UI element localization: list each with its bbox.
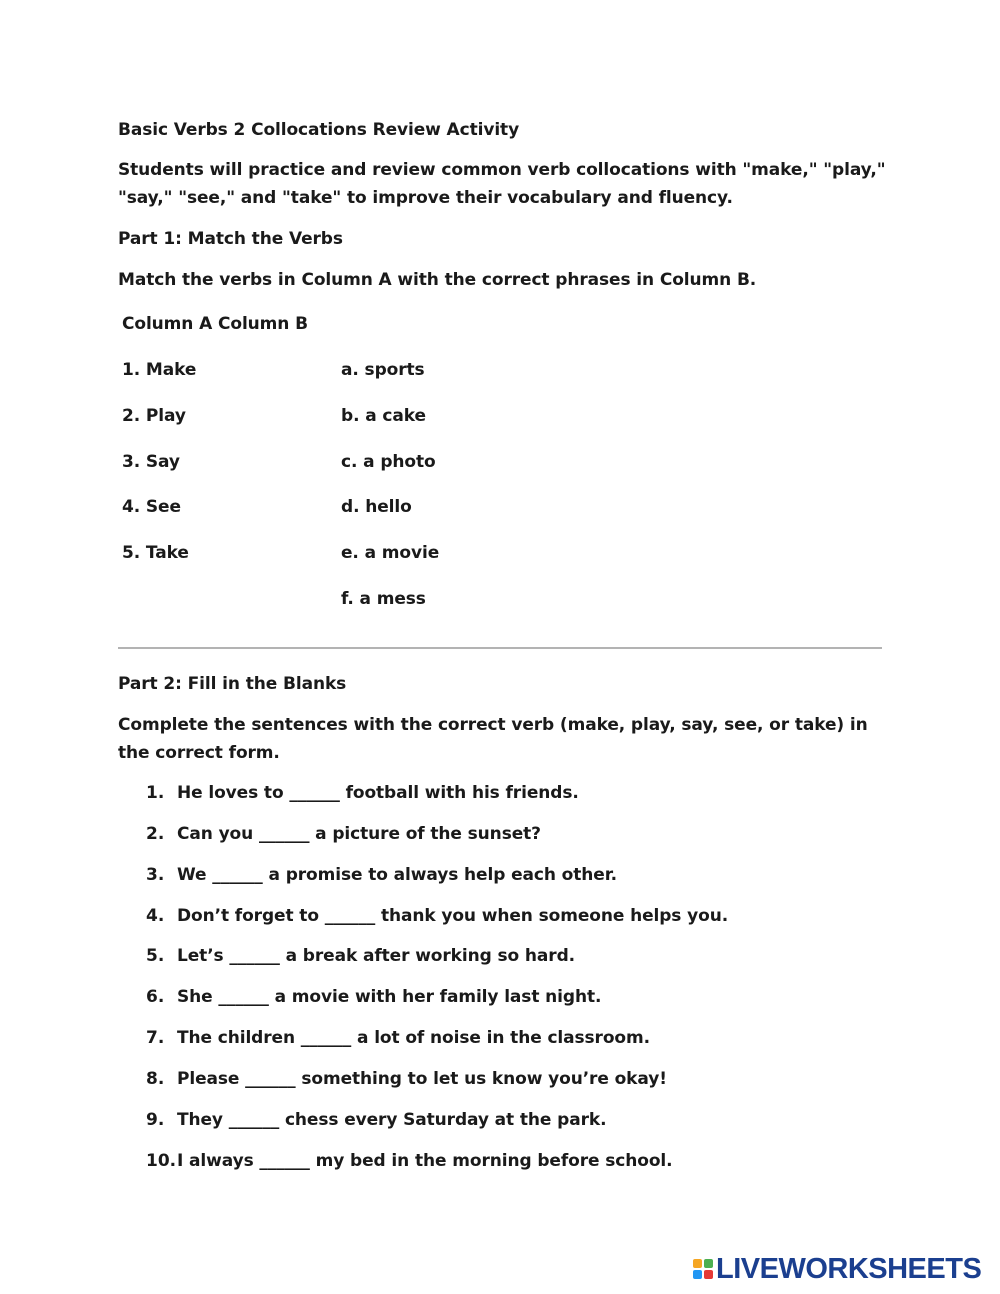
sentence-number: 2.	[146, 824, 165, 844]
intro-paragraph: Students will practice and review common verb collocations with "make," "play," "say," "see," and "take" to improve their vocabulary and fluency.	[118, 160, 886, 208]
logo-square	[693, 1259, 702, 1268]
sentence-number: 4.	[146, 906, 165, 926]
sentence-number: 9.	[146, 1110, 165, 1130]
sentence-number: 5.	[146, 946, 165, 966]
logo-square	[704, 1270, 713, 1279]
logo-grid-icon	[693, 1259, 713, 1279]
sentence-text: They ______ chess every Saturday at the park.	[177, 1110, 607, 1130]
sentence-number: 7.	[146, 1028, 165, 1048]
sentence-number: 1.	[146, 783, 165, 803]
sentence-text: Can you ______ a picture of the sunset?	[177, 824, 541, 844]
sentence-text: I always ______ my bed in the morning before school.	[177, 1151, 673, 1171]
column-b-item: d. hello	[341, 497, 412, 517]
column-a-item: 5. Take	[122, 543, 189, 563]
logo-square	[693, 1270, 702, 1279]
sentence-number: 6.	[146, 987, 165, 1007]
section-divider	[118, 647, 882, 649]
logo-text: LIVEWORKSHEETS	[716, 1253, 982, 1285]
column-b-item: e. a movie	[341, 543, 440, 563]
sentence-text: The children ______ a lot of noise in the classroom.	[177, 1028, 650, 1048]
sentence-text: Please ______ something to let us know you’re okay!	[177, 1069, 667, 1089]
sentence-text: Let’s ______ a break after working so hard.	[177, 946, 575, 966]
sentence-number: 10.	[146, 1151, 177, 1171]
column-b-item: a. sports	[341, 360, 425, 380]
liveworksheets-logo[interactable]	[693, 1253, 981, 1285]
columns-header: Column A Column B	[122, 314, 308, 334]
column-a-item: 3. Say	[122, 452, 180, 472]
logo-square	[704, 1259, 713, 1268]
sentence-text: We ______ a promise to always help each other.	[177, 865, 617, 885]
part2-heading: Part 2: Fill in the Blanks	[118, 674, 347, 694]
sentence-text: She ______ a movie with her family last night.	[177, 987, 602, 1007]
sentence-number: 8.	[146, 1069, 165, 1089]
document-title: Basic Verbs 2 Collocations Review Activity	[118, 120, 520, 140]
column-a-item: 1. Make	[122, 360, 197, 380]
sentence-text: He loves to ______ football with his friends.	[177, 783, 579, 803]
sentence-number: 3.	[146, 865, 165, 885]
column-b-item: f. a mess	[341, 589, 426, 609]
sentence-text: Don’t forget to ______ thank you when someone helps you.	[177, 906, 729, 926]
part2-instructions: Complete the sentences with the correct verb (make, play, say, see, or take) in the correct form.	[118, 715, 868, 763]
column-b-item: c. a photo	[341, 452, 436, 472]
column-a-item: 4. See	[122, 497, 181, 517]
part1-heading: Part 1: Match the Verbs	[118, 229, 343, 249]
column-b-item: b. a cake	[341, 406, 426, 426]
column-a-item: 2. Play	[122, 406, 186, 426]
part1-instructions: Match the verbs in Column A with the correct phrases in Column B.	[118, 270, 757, 290]
